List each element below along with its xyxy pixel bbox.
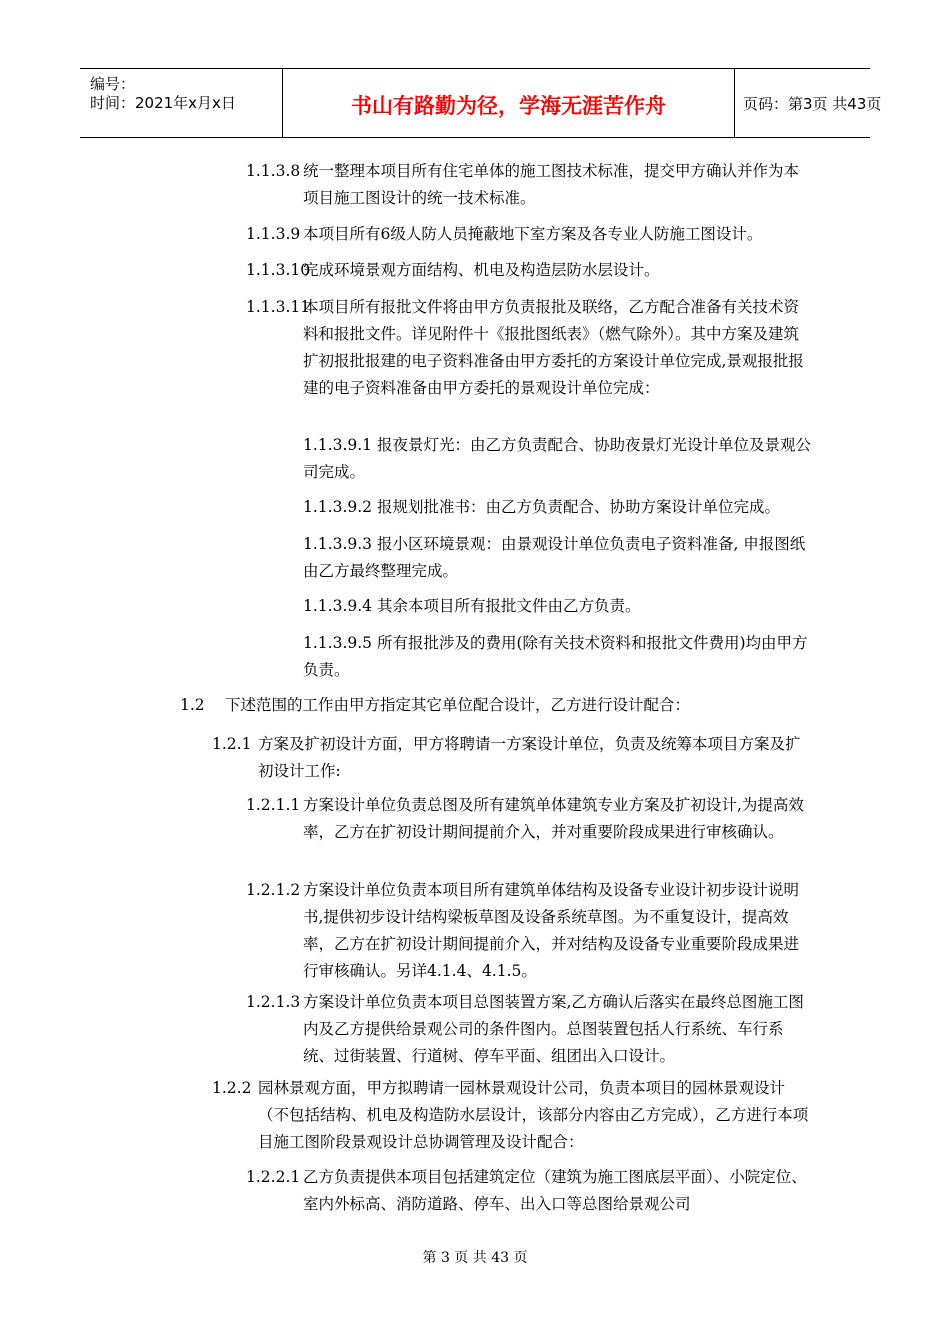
header-motto-cell — [283, 69, 735, 137]
paragraph-text: 本项目所有报批文件将由甲方负责报批及联络，乙方配合准备有关技术资料和报批文件。详见附件十《报批图纸表》（燃气除外）。其中方案及建筑扩初报批报建的电子资料准备由甲方委托的方案设计单位完成,景观报批报建的电子资料准备由甲方委托的景观设计单位完成： — [303, 298, 804, 397]
page-header — [80, 68, 882, 138]
paragraph-number: 1.2.2 — [212, 1079, 252, 1097]
paragraph-number: 1.2.2.1 — [246, 1168, 301, 1186]
paragraph-text: 完成环境景观方面结构、机电及构造层防水层设计。 — [303, 261, 660, 279]
paragraph-number: 1.2.1.3 — [246, 993, 301, 1011]
paragraph-text: 1.1.3.9.2 报规划批准书：由乙方负责配合、协助方案设计单位完成。 — [303, 498, 780, 516]
paragraph-text: 1.1.3.9.5 所有报批涉及的费用(除有关技术资料和报批文件费用)均由甲方负责。 — [303, 634, 808, 679]
paragraph-number: 1.2.1.2 — [246, 881, 301, 899]
paragraph-number: 1.2 — [180, 696, 205, 714]
paragraph-text: 乙方负责提供本项目包括建筑定位（建筑为施工图底层平面）、小院定位、室内外标高、消防道路、停车、出入口等总图给景观公司 — [303, 1168, 807, 1213]
paragraph-text: 方案及扩初设计方面，甲方将聘请一方案设计单位，负责及统筹本项目方案及扩初设计工作: — [258, 735, 801, 780]
paragraph-number: 1.2.1.1 — [246, 796, 301, 814]
paragraph-text: 下述范围的工作由甲方指定其它单位配合设计，乙方进行设计配合： — [225, 696, 691, 714]
paragraph-number: 1.1.3.11 — [246, 298, 311, 316]
paragraph-number: 1.2.1 — [212, 735, 252, 753]
page-footer: 第 3 页 共 43 页 — [422, 1250, 528, 1266]
paragraph-text: 1.1.3.9.3 报小区环境景观：由景观设计单位负责电子资料准备, 申报图纸由乙方最终整理完成。 — [303, 535, 806, 580]
paragraph-text: 本项目所有6级人防人员掩蔽地下室方案及各专业人防施工图设计。 — [303, 225, 763, 243]
header-page-info: 页码：第3页 共43页 — [743, 95, 882, 113]
header-page-cell — [735, 69, 882, 137]
document-number-label: 编号： — [90, 75, 136, 93]
paragraph-number: 1.1.3.10 — [246, 261, 311, 279]
document-date-label: 时间：2021年x月x日 — [90, 94, 236, 112]
paragraph-text: 统一整理本项目所有住宅单体的施工图技术标准，提交甲方确认并作为本项目施工图设计的统一技术标准。 — [303, 162, 800, 207]
paragraph-number: 1.1.3.9 — [246, 225, 301, 243]
paragraph-text: 1.1.3.9.4 其余本项目所有报批文件由乙方负责。 — [303, 597, 641, 615]
paragraph-text: 1.1.3.9.1 报夜景灯光：由乙方负责配合、协助夜景灯光设计单位及景观公司完成。 — [303, 436, 811, 481]
paragraph-text: 方案设计单位负责总图及所有建筑单体建筑专业方案及扩初设计,为提高效率，乙方在扩初设计期间提前介入，并对重要阶段成果进行审核确认。 — [303, 796, 804, 841]
paragraph-text: 方案设计单位负责本项目所有建筑单体结构及设备专业设计初步设计说明书,提供初步设计结构梁板草图及设备系统草图。为不重复设计，提高效率，乙方在扩初设计期间提前介入，并对结构及设备专业重要阶段成果进行审核确认。另详4.1.4、4.1.5。 — [303, 881, 800, 980]
paragraph-text: 方案设计单位负责本项目总图装置方案,乙方确认后落实在最终总图施工图内及乙方提供给景观公司的条件图内。总图装置包括人行系统、车行系统、过街装置、行道树、停车平面、组团出入口设计。 — [303, 993, 804, 1065]
paragraph-text: 园林景观方面，甲方拟聘请一园林景观设计公司，负责本项目的园林景观设计（不包括结构、机电及构造防水层设计，该部分内容由乙方完成），乙方进行本项目施工图阶段景观设计总协调管理及设计配合： — [258, 1079, 809, 1151]
header-info-cell — [80, 69, 283, 137]
paragraph-number: 1.1.3.8 — [246, 162, 301, 180]
header-motto: 书山有路勤为径，学海无涯苦作舟 — [351, 94, 666, 118]
